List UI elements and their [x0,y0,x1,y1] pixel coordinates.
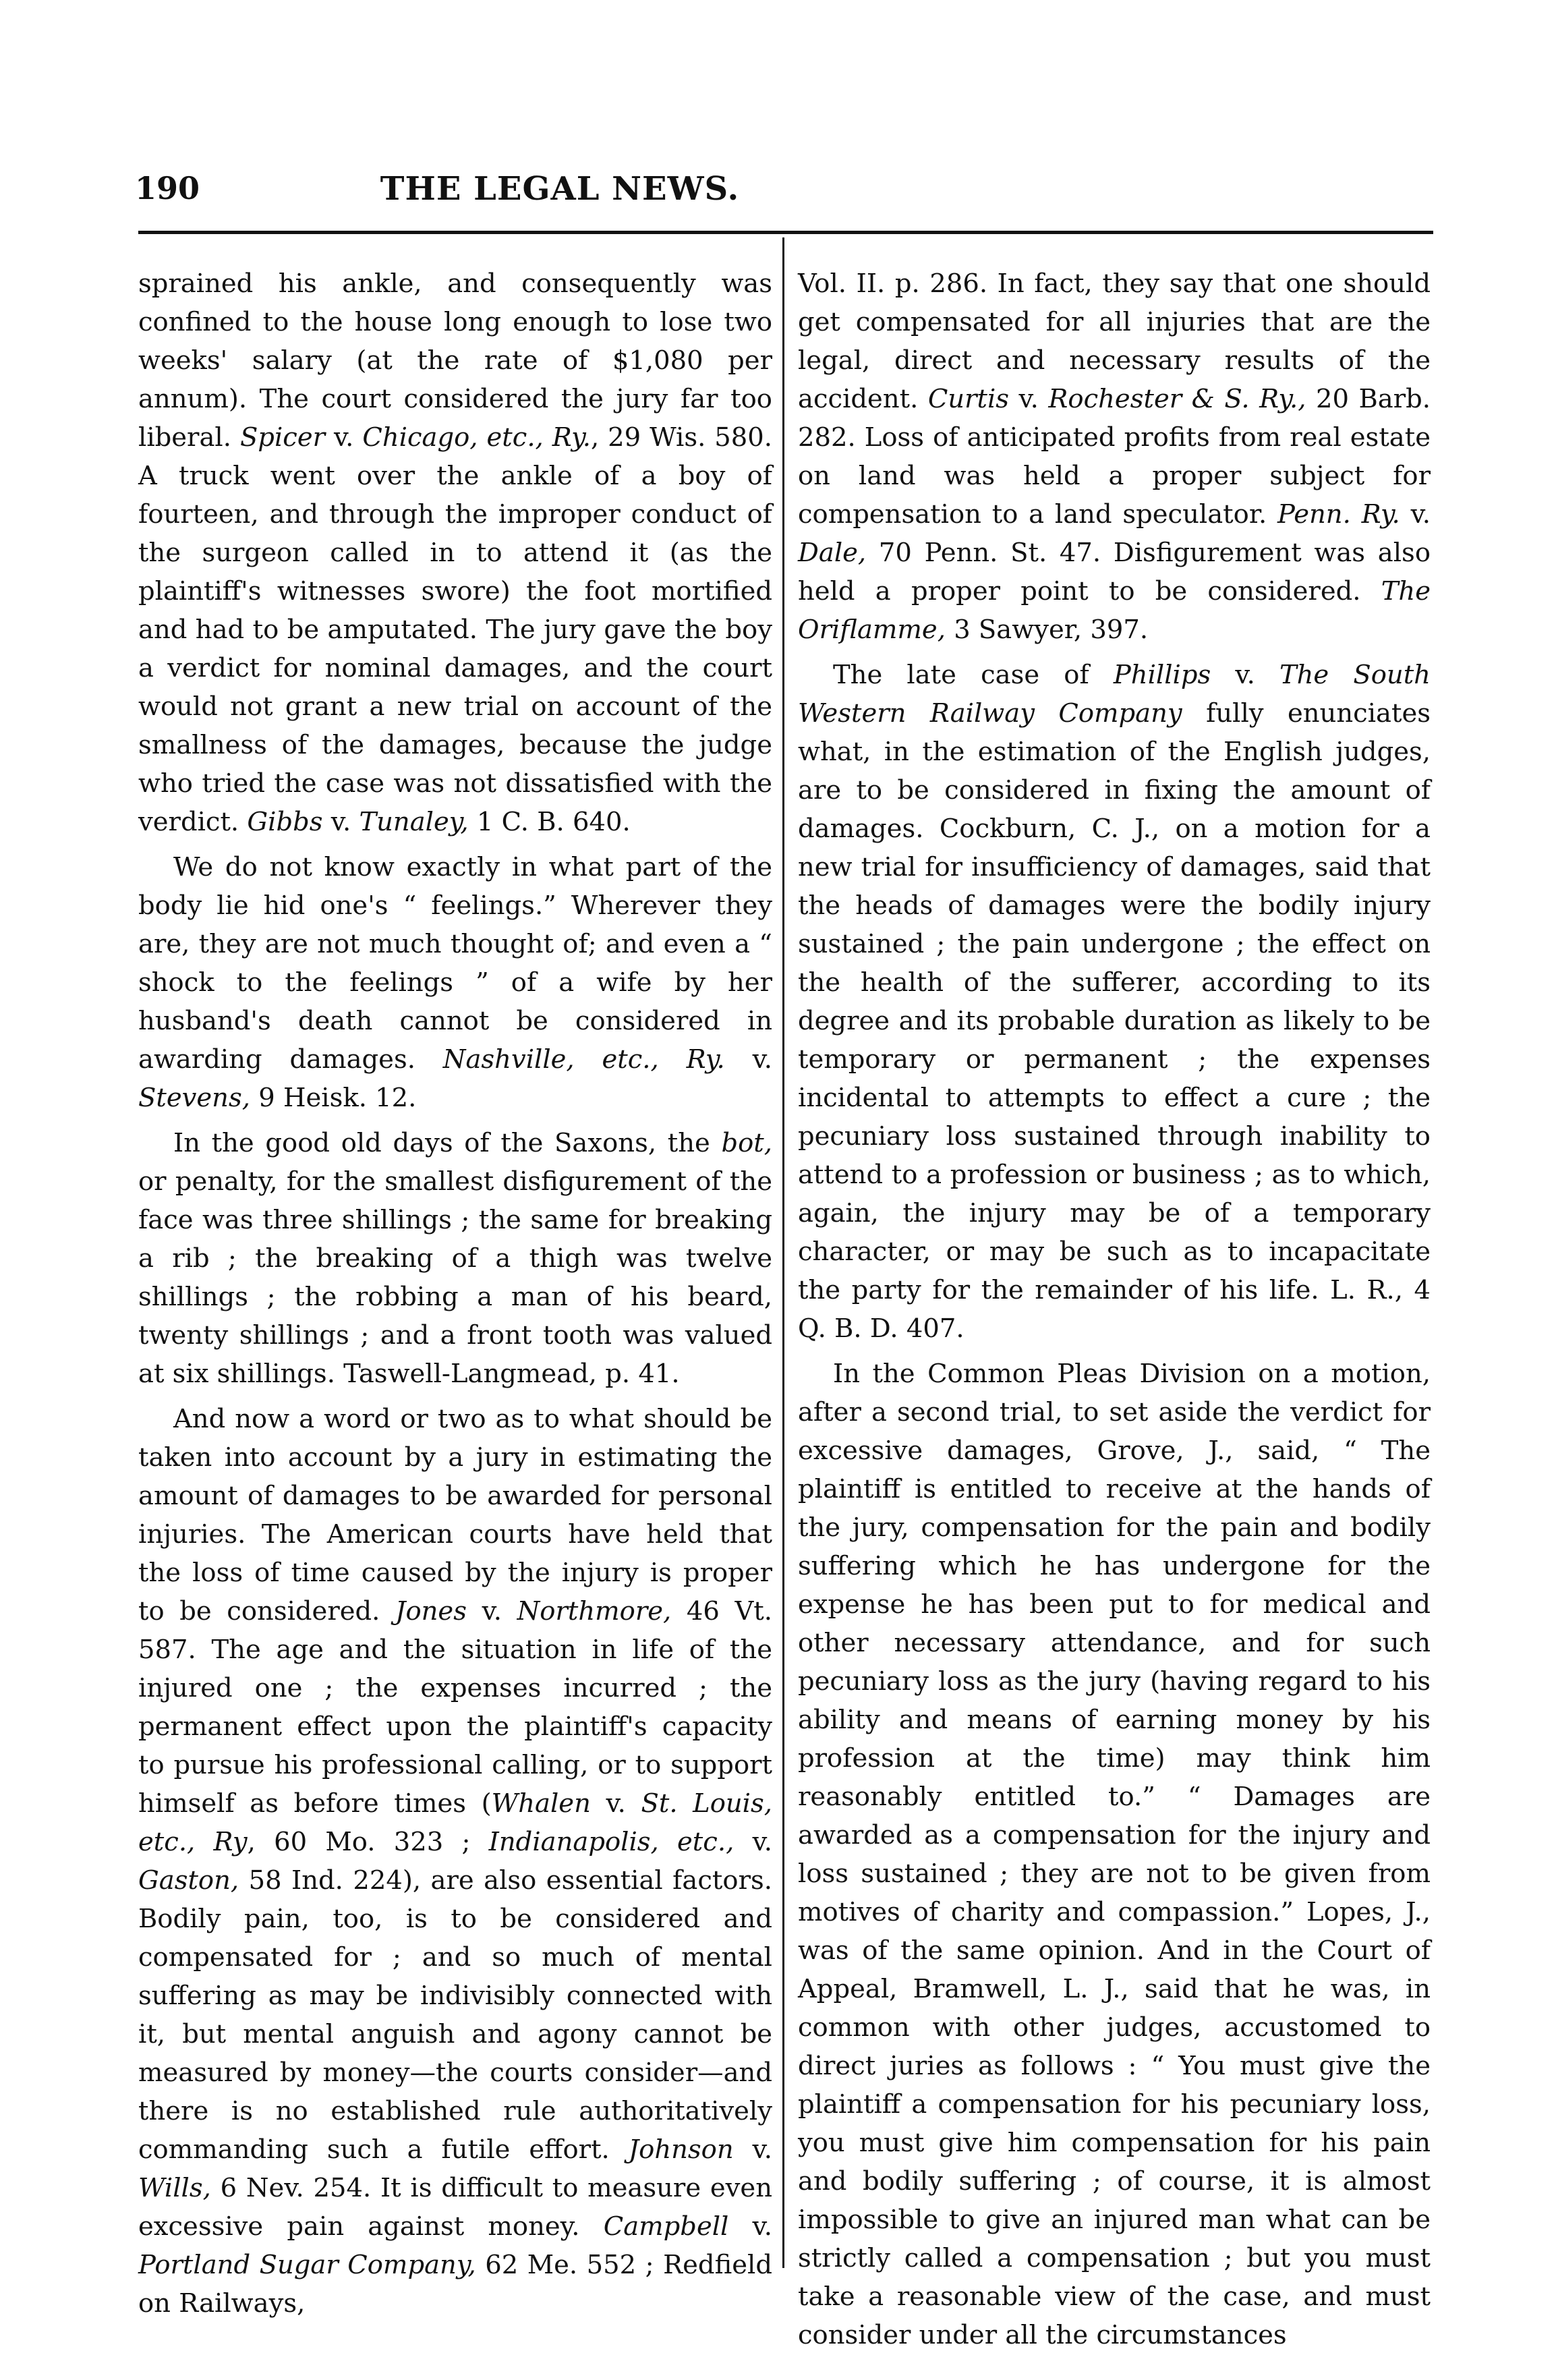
text-run: v. [466,1596,517,1626]
journal-title: THE LEGAL NEWS. [380,170,740,208]
left-column [138,264,772,2329]
case-citation: St. Louis, etc., Ry [138,1788,772,1857]
case-citation: Rochester & S. Ry., [1048,384,1306,414]
text-run: In the good old days of the Saxons, the [173,1128,722,1158]
page-header [135,170,1416,224]
text-run: v. [733,2134,772,2165]
column-divider [782,237,784,2268]
text-run: v. [724,1044,772,1075]
text-run: And now a word or two as to what should be taken into account by a jury in estimating the amount of damages to be awarded for personal injuries. The American courts have held that the loss of time caused by the injury is proper to be considered. [138,1404,772,1626]
text-run: , 29 Wis. 580. A truck went over the ankle of a boy of fourteen, and through the improper conduct of the surgeon called in to attend it (as the plaintiff's witnesses swore) the foot mortified and had to be amputated. The jury gave the boy a verdict for nominal damages, and the court would not grant a new trial on account of the smallness of the damages, because the judge who tried the case was not dissatisfied with the verdict. [138,422,773,837]
case-citation: Gibbs [247,807,323,837]
case-citation: Whalen [491,1788,591,1819]
case-citation: Jones [395,1596,467,1626]
case-citation: bot, [721,1128,772,1158]
case-citation: Stevens, [138,1083,250,1113]
paragraph [138,264,772,841]
text-run: In the Common Pleas Division on a motion, after a second trial, to set aside the verdict for excessive damages, Grove, J., said, “ The plaintiff is entitled to receive at the hands of the jury, compensation for the pain and bodily suffering which he has undergone for the expense he has been put to for medical and other necessary attendance, and for such pecuniary loss as the jury (having regard to his ability and means of earning money by his profession at the time) may think him reasonably entitled to.” “ Damages are awarded as a compensation for the injury and loss sustained ; they are not to be given from motives of charity and compassion.” Lopes, J., was of the same opinion. And in the Court of Appeal, Bramwell, L. J., said that he was, in common with other judges, accustomed to direct juries as follows : “ You must give the plaintiff a compensation for his pecuniary loss, you must give him compensation for his pain and bodily suffering ; of course, it is almost impossible to give an injured man what can be strictly called a compensation ; but you must take a reasonable view of the case, and must consider under all the circumstances [798,1359,1431,2350]
text-run: or penalty, for the smallest disfigurement of the face was three shillings ; the same for breaking a rib ; the breaking of a thigh was twelve shillings ; the robbing a man of his beard, twenty shillings ; and a front tooth was valued at six shillings. Taswell-Langmead, p. 41. [138,1166,772,1389]
header-rule [138,231,1433,234]
text-run: 9 Heisk. 12. [250,1083,417,1113]
text-run: The late case of [833,660,1114,690]
case-citation: Indianapolis, etc., [488,1827,734,1857]
text-run: We do not know exactly in what part of the body lie hid one's “ feelings.” Wherever they are, they are not much thought of; and even a “ shock to the feelings ” of a wife by her husband's death cannot be considered in awarding damages. [138,852,772,1075]
paragraph [138,1124,772,1393]
paragraph [798,656,1431,1348]
text-run: v. [322,807,359,837]
case-citation: Northmore, [517,1596,672,1626]
paragraph [798,1355,1431,2354]
case-citation: Tunaley, [359,807,469,837]
text-run: v. [590,1788,641,1819]
right-column [798,264,1431,2361]
text-run: sprained his ankle, and consequently was confined to the house long enough to lose two weeks' salary (at the rate of $1,080 per annum). The court considered the jury far too liberal. [138,268,772,453]
paragraph [798,264,1431,649]
case-citation: Gaston, [138,1865,239,1896]
case-citation: Dale, [798,538,867,568]
text-run: 6 Nev. 254. It is difficult to measure even excessive pain against money. [138,2173,772,2242]
case-citation: Penn. Ry. [1277,499,1400,530]
text-run: v. [734,1827,772,1857]
text-run: fully enunciates what, in the estimation of the English judges, are to be considered in fixing the amount of damages. Cockburn, C. J., on a motion for a new trial for insufficiency of damages, said that the heads of damages were the bodily injury sustained ; the pain undergone ; the effect on the health of the sufferer, according to its degree and its probable duration as likely to be temporary or permanent ; the expenses incidental to attempts to effect a cure ; the pecuniary loss sustained through inability to attend to a profession or business ; as to which, again, the injury may be of a temporary character, or may be such as to incapacitate the party for the remainder of his life. L. R., 4 Q. B. D. 407. [798,698,1431,1344]
page-number: 190 [135,170,200,206]
text-run: 20 Barb. 282. Loss of anticipated profits from real estate on land was held a proper subject for compensation to a land speculator. [798,384,1431,530]
text-run: v. [1211,660,1279,690]
text-run: 46 Vt. 587. The age and the situation in life of the injured one ; the expenses incurred ; the permanent effect upon the plaintiff's capacity to pursue his professional calling, or to support himself as before times ( [138,1596,772,1819]
case-citation: Phillips [1113,660,1211,690]
paragraph [138,1400,772,2323]
text-run: , 60 Mo. 323 ; [247,1827,489,1857]
case-citation: Wills, [138,2173,211,2203]
text-run: 3 Sawyer, 397. [945,615,1149,645]
text-run: v. [325,422,363,453]
case-citation: Johnson [628,2134,734,2165]
case-citation: Chicago, etc., Ry. [362,422,591,453]
case-citation: The South Western Railway Company [798,660,1431,729]
text-run: v. [728,2211,772,2242]
text-run: Vol. II. p. 286. In fact, they say that one should get compensated for all injuries that are the legal, direct and necessary results of the accident. [798,268,1431,414]
case-citation: Spicer [239,422,326,453]
text-run: v. [1400,499,1431,530]
paragraph [138,848,772,1117]
text-run: 62 Me. 552 ; Redfield on Railways, [138,2250,772,2319]
case-citation: Curtis [927,384,1010,414]
text-run: 1 C. B. 640. [468,807,631,837]
case-citation: The Oriflamme, [798,576,1431,645]
case-citation: Nashville, etc., Ry. [442,1044,725,1075]
text-run: 58 Ind. 224), are also essential factors. Bodily pain, too, is to be considered and compensated for ; and so much of mental suffering as may be indivisibly connected with it, but mental anguish and agony cannot be measured by money—the courts consider—and there is no established rule authoritatively commanding such a futile effort. [138,1865,772,2165]
text-run: 70 Penn. St. 47. Disfigurement was also held a proper point to be considered. [798,538,1431,606]
text-run: v. [1009,384,1049,414]
case-citation: Campbell [603,2211,729,2242]
case-citation: Portland Sugar Company, [138,2250,476,2280]
